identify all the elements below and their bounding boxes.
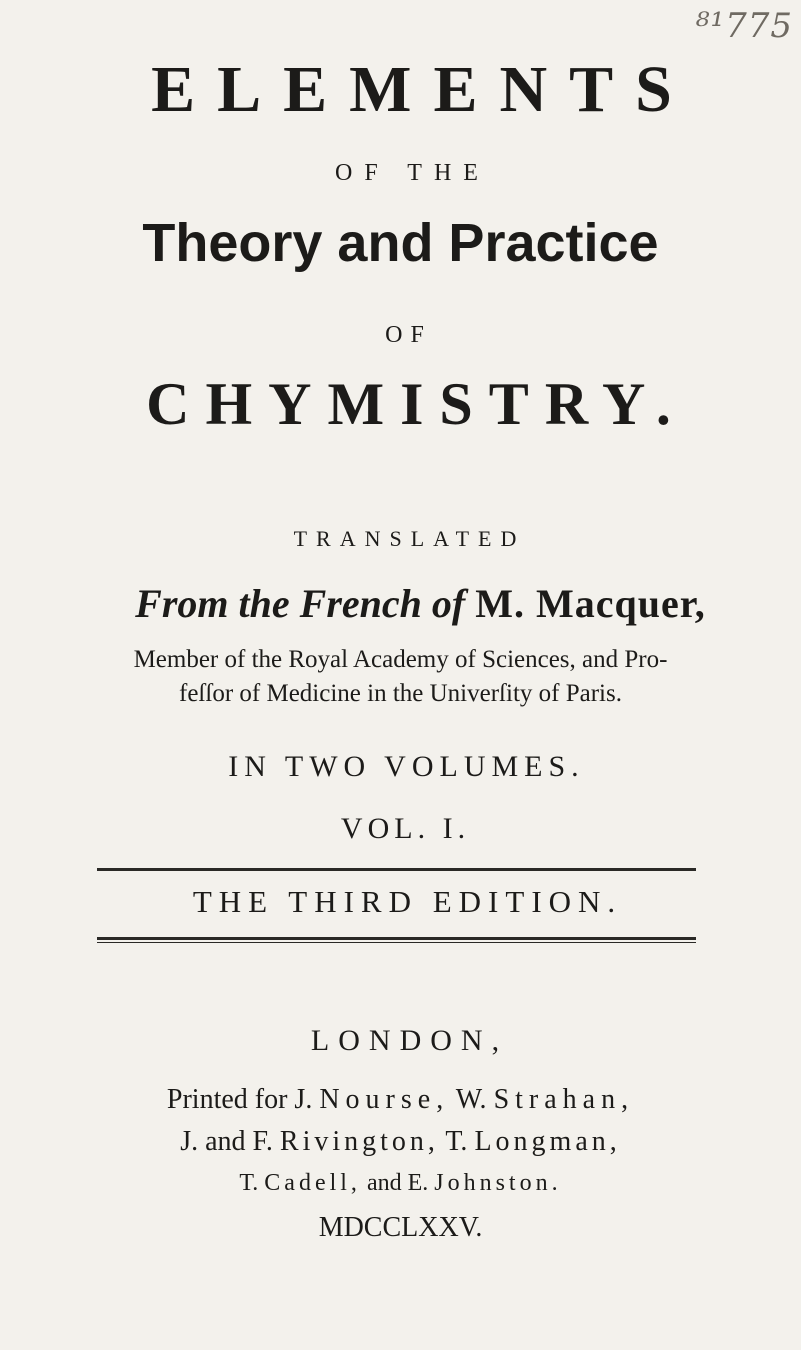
author-name: M. Macquer, bbox=[475, 581, 706, 626]
translated-label: TRANSLATED bbox=[293, 526, 526, 551]
printer-strahan: Strahan, bbox=[493, 1084, 635, 1115]
printer-longman: Longman, bbox=[474, 1126, 621, 1157]
title-elements: ELEMENTS bbox=[151, 53, 694, 126]
printer-cadell: Cadell, bbox=[264, 1170, 361, 1196]
divider-rule-bottom bbox=[97, 937, 696, 940]
author-line bbox=[20, 580, 801, 627]
handwritten-shelfmark: ⁸¹775 bbox=[695, 6, 793, 46]
divider-rule-top bbox=[97, 868, 696, 871]
edition-statement: THE THIRD EDITION. bbox=[192, 884, 623, 919]
imprint-date: MDCCLXXV. bbox=[318, 1212, 483, 1243]
printer-rivington-prefix: J. and F. bbox=[180, 1126, 273, 1157]
title-of-the: OF THE bbox=[335, 160, 490, 186]
divider-rule-bottom-thin bbox=[97, 942, 696, 943]
printer-longman-prefix: T. bbox=[445, 1126, 468, 1157]
imprint-line-3 bbox=[0, 1170, 801, 1197]
title-of: OF bbox=[385, 322, 432, 348]
printer-cadell-prefix: T. bbox=[239, 1170, 259, 1196]
volume-number: VOL. I. bbox=[340, 812, 471, 845]
imprint-line-2 bbox=[0, 1126, 801, 1158]
author-credentials-line-1: Member of the Royal Academy of Sciences, and Pro- bbox=[133, 646, 668, 673]
imprint-city: LONDON, bbox=[310, 1024, 509, 1057]
title-theory-and-practice: Theory and Practice bbox=[142, 213, 659, 273]
author-credentials-line-2: feſſor of Medicine in the Univerſity of Paris. bbox=[179, 680, 622, 707]
title-chymistry: CHYMISTRY. bbox=[146, 371, 687, 437]
volumes-note: IN TWO VOLUMES. bbox=[228, 750, 585, 783]
imprint-line-1 bbox=[0, 1084, 801, 1116]
printed-for-prefix: Printed for J. bbox=[166, 1084, 313, 1115]
printer-nourse: Nourse, bbox=[319, 1084, 450, 1115]
printer-johnston-prefix: and E. bbox=[366, 1170, 429, 1196]
printer-johnston: Johnston. bbox=[434, 1170, 562, 1196]
printer-rivington: Rivington, bbox=[279, 1126, 439, 1157]
from-the-french-of: From the French of bbox=[135, 581, 466, 626]
printer-strahan-prefix: W. bbox=[455, 1084, 487, 1115]
